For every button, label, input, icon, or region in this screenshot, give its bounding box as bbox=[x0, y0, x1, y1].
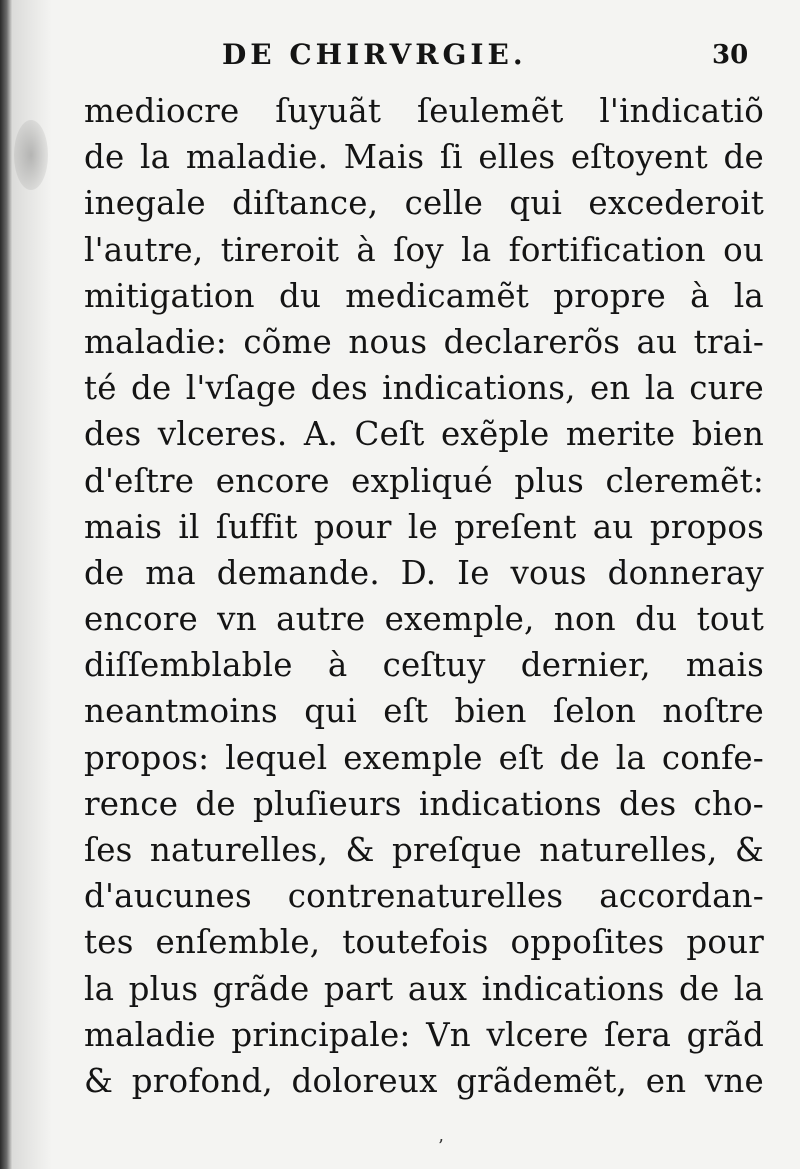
text-line: de ma demande. D. Ie vous donneray bbox=[84, 553, 764, 592]
text-line: neantmoins qui eſt bien ſelon noſtre bbox=[84, 692, 764, 731]
running-head bbox=[0, 38, 800, 78]
page-edge bbox=[0, 0, 12, 1169]
text-line: ſes naturelles, & preſque naturelles, & bbox=[84, 831, 764, 869]
body-text bbox=[84, 88, 764, 1104]
text-line: mais il ſuffit pour le preſent au propos bbox=[84, 507, 764, 546]
page-number: 30 bbox=[712, 40, 749, 70]
running-title: DE CHIRVRGIE. bbox=[222, 38, 527, 71]
text-line: de la maladie. Mais ſi elles eſtoyent de bbox=[84, 138, 764, 177]
text-line: propos: lequel exemple eſt de la confe- bbox=[84, 738, 764, 777]
text-line: té de l'vſage des indications, en la cure bbox=[84, 369, 764, 408]
text-line: rence de pluſieurs indications des cho- bbox=[84, 784, 764, 823]
text-line: mediocre ſuyuãt ſeulemẽt l'indicatiõ bbox=[84, 92, 764, 130]
text-line: tes enſemble, toutefois oppoſites pour bbox=[84, 923, 764, 962]
text-line: d'aucunes contrenaturelles accordan- bbox=[84, 877, 764, 916]
text-line: maladie principale: Vn vlcere ſera grãd bbox=[84, 1015, 764, 1054]
text-line: la plus grãde part aux indications de la bbox=[84, 969, 764, 1008]
bottom-mark: ’ bbox=[438, 1136, 444, 1157]
text-line: inegale diſtance, celle qui excederoit bbox=[84, 184, 764, 223]
text-line: maladie: cõme nous declarerõs au trai- bbox=[84, 322, 764, 361]
text-line: mitigation du medicamẽt propre à la bbox=[84, 276, 764, 315]
page-smudge bbox=[14, 120, 48, 190]
text-line: encore vn autre exemple, non du tout bbox=[84, 600, 764, 639]
text-line: d'eſtre encore expliqué plus cleremẽt: bbox=[84, 461, 764, 500]
text-line: diſſemblable à ceſtuy dernier, mais bbox=[84, 646, 764, 685]
text-line: l'autre, tireroit à ſoy la fortification ou bbox=[84, 230, 764, 269]
text-line: des vlceres. A. Ceſt exẽple merite bien bbox=[84, 415, 764, 454]
text-line: & profond, doloreux grãdemẽt, en vne bbox=[84, 1061, 764, 1100]
